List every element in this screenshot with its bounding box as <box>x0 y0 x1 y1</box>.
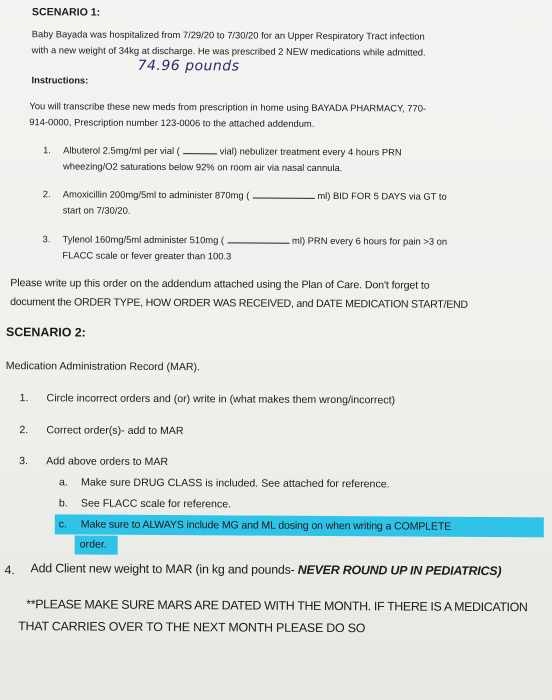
mar-subitem-letter: a. <box>59 476 68 489</box>
mar-item-number: 2. <box>19 424 29 437</box>
mar-title: Medication Administration Record (MAR). <box>5 360 201 374</box>
mar-subitem-letter: c. <box>58 518 68 531</box>
med-number: 1. <box>43 144 51 156</box>
mar-item-4-emphasis: NEVER ROUND UP IN PEDIATRICS) <box>297 562 502 579</box>
med-1-line1 <box>63 144 402 157</box>
scenario1-heading: SCENARIO 1: <box>31 6 101 19</box>
mar-subitem-b: See FLACC scale for reference. <box>80 497 232 511</box>
closing-line1: Please write up this order on the addendum attached using the Plan of Care. Don't forget to <box>10 277 430 292</box>
med-2-line1 <box>63 188 447 201</box>
med-3-line2: FLACC scale or fever greater than 100.3 <box>62 249 232 262</box>
med-1-text-b: vial) nebulizer treatment every 4 hours PRN <box>219 145 402 158</box>
mar-item-4 <box>30 561 501 578</box>
scenario2-heading: SCENARIO 2: <box>5 325 86 340</box>
instructions-line2: 914-0000, Prescription number 123-0006 to the attached addendum. <box>29 116 315 129</box>
instructions-line1: You will transcribe these new meds from prescription in home using BAYADA PHARMACY, 770- <box>29 100 427 114</box>
med-2-text-b: ml) BID FOR 5 DAYS via GT to <box>317 189 447 202</box>
med-3-line1 <box>63 233 448 246</box>
mar-item-number: 3. <box>19 455 29 468</box>
mar-item-4-text: Add Client new weight to MAR (in kg and pounds- <box>30 561 298 577</box>
scenario1-intro-line2: with a new weight of 34kg at discharge. He was prescribed 2 NEW medications while admitted. <box>31 44 426 58</box>
mar-item-number: 1. <box>19 392 29 405</box>
mar-subitem-c: Make sure to ALWAYS include MG and ML dosing on when writing a COMPLETE <box>80 518 452 533</box>
med-1-text-a: Albuterol 2.5mg/ml per vial ( <box>63 144 180 157</box>
instructions-label: Instructions: <box>31 74 89 86</box>
med-2-line2: start on 7/30/20. <box>62 204 131 216</box>
med-2-blank[interactable] <box>252 198 314 199</box>
handwritten-weight-note: 74.96 pounds <box>137 57 240 75</box>
note-line1: **PLEASE MAKE SURE MARS ARE DATED WITH THE MONTH. IF THERE IS A MEDICATION <box>26 597 528 615</box>
mar-subitem-letter: b. <box>58 497 68 510</box>
med-3-blank[interactable] <box>227 242 289 243</box>
med-3-text-a: Tylenol 160mg/5ml administer 510mg ( <box>62 233 225 246</box>
mar-subitem-c-cont: order. <box>79 538 107 551</box>
closing-line2: document the ORDER TYPE, HOW ORDER WAS RECEIVED, and DATE MEDICATION START/END <box>10 296 468 311</box>
med-2-text-a: Amoxicillin 200mg/5ml to administer 870mg ( <box>62 188 250 201</box>
mar-item-3: Add above orders to MAR <box>46 455 169 469</box>
mar-item-1: Circle incorrect orders and (or) write in (what makes them wrong/incorrect) <box>46 392 396 407</box>
note-line2: THAT CARRIES OVER TO THE NEXT MONTH PLEASE DO SO <box>18 619 366 636</box>
mar-item-2: Correct order(s)- add to MAR <box>46 424 184 438</box>
mar-subitem-a: Make sure DRUG CLASS is included. See attached for reference. <box>81 476 390 491</box>
med-number: 3. <box>42 233 51 245</box>
mar-item-number: 4. <box>4 563 15 578</box>
scenario1-intro-line1: Baby Bayada was hospitalized from 7/29/20 to 7/30/20 for an Upper Respiratory Tract infection <box>31 28 425 42</box>
med-1-line2: wheezing/O2 saturations below 92% on room air via nasal cannula. <box>62 160 343 174</box>
med-number: 2. <box>42 188 51 200</box>
med-1-blank[interactable] <box>183 153 217 154</box>
med-3-text-b: ml) PRN every 6 hours for pain >3 on <box>292 234 448 247</box>
